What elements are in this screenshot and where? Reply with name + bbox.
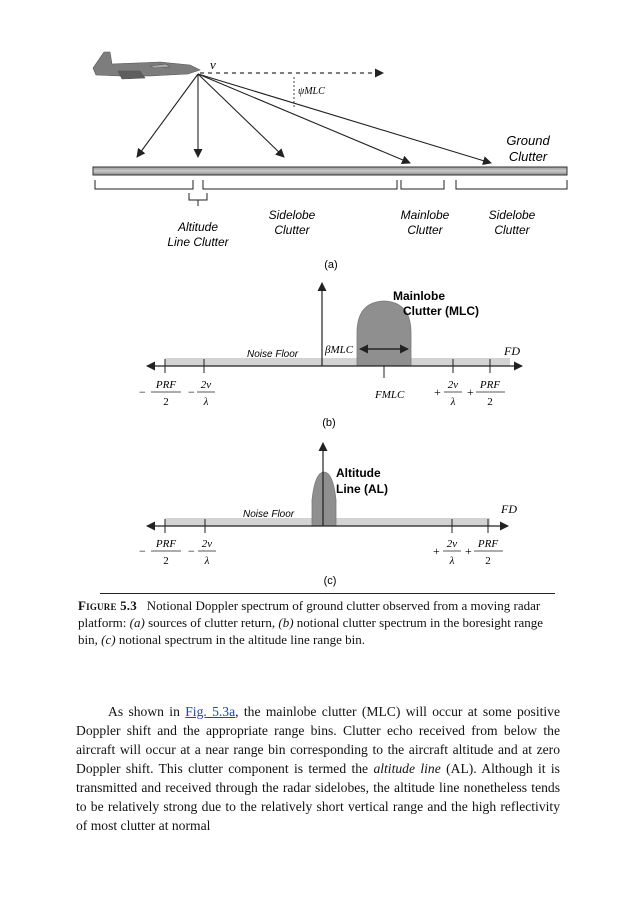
- bracket-altitude: [189, 193, 207, 206]
- caption-rule: [100, 593, 555, 594]
- sidelobe-clutter-right-label-1: Sidelobe: [488, 208, 536, 222]
- pos-prf-num-c: PRF: [477, 538, 499, 550]
- neg-prf-num-c: PRF: [155, 538, 177, 550]
- pos-prf-den-c: 2: [485, 555, 491, 567]
- bracket-mainlobe: [401, 180, 444, 189]
- panel-c-label: (c): [323, 575, 337, 587]
- sidelobe-clutter-right-label-2: Clutter: [494, 223, 530, 237]
- caption-a: (a): [129, 615, 145, 630]
- caption-text-1: Notional Doppler spectrum of ground clutter observed from a moving radar platform:: [78, 598, 541, 630]
- caption-text-4: notional spectrum in the altitude line range bin.: [115, 632, 366, 647]
- ray-sidelobe: [198, 74, 284, 157]
- figure-link[interactable]: Fig. 5.3a: [185, 704, 236, 719]
- neg-prf-den-c: 2: [163, 555, 169, 567]
- pos-prf-sign-b: +: [467, 385, 474, 399]
- altitude-line-clutter-label-2: Line Clutter: [167, 235, 229, 249]
- pos-2v-sign-b: +: [434, 385, 441, 399]
- psi-mlc-label: ψMLC: [298, 86, 325, 97]
- ground-strip: [93, 167, 567, 175]
- fmlc-label: FMLC: [375, 389, 405, 401]
- mainlobe-clutter-label-2: Clutter: [407, 223, 443, 237]
- neg-2v-sign-b: −: [188, 385, 195, 399]
- pos-2v-den-c: λ: [449, 555, 455, 567]
- pos-prf-num-b: PRF: [479, 379, 501, 391]
- bracket-left: [95, 180, 193, 189]
- pos-2v-den-b: λ: [450, 396, 456, 408]
- neg-prf-sign-c: −: [139, 544, 146, 558]
- neg-prf-num-b: PRF: [155, 379, 177, 391]
- bracket-sidelobe-left: [203, 180, 397, 189]
- sidelobe-clutter-left-label-1: Sidelobe: [268, 208, 316, 222]
- caption-text-2: sources of clutter return,: [144, 615, 279, 630]
- mainlobe-clutter-label-1: Mainlobe: [400, 208, 450, 222]
- ground-clutter-label-1: Ground: [506, 133, 550, 148]
- al-label-2: Line (AL): [336, 482, 388, 496]
- mlc-label-1: Mainlobe: [393, 289, 446, 303]
- body-text-1: , the mainlobe clutter (MLC) will occur at some positive Doppler shift and the appropriate range bins. Clutter echo received from below the aircraft will occur at a near range bin corresponding to the aircraft altitude and at zero Doppler shift. This clutter component is termed the: [76, 704, 561, 776]
- body-paragraph: [76, 702, 560, 835]
- pos-2v-num-c: 2v: [446, 538, 458, 550]
- mlc-label-2: Clutter (MLC): [403, 304, 479, 318]
- neg-2v-den-c: λ: [204, 555, 210, 567]
- ray-left: [137, 74, 198, 157]
- sidelobe-clutter-left-label-2: Clutter: [274, 223, 310, 237]
- pos-prf-den-b: 2: [487, 396, 493, 408]
- neg-prf-sign-b: −: [139, 385, 146, 399]
- neg-2v-den-b: λ: [203, 396, 209, 408]
- caption-label: Figure 5.3: [78, 598, 137, 613]
- body-lead: As shown in: [108, 704, 186, 719]
- fd-label-b: FD: [504, 344, 520, 358]
- ground-clutter-label-2: Clutter: [508, 149, 548, 164]
- neg-2v-num-c: 2v: [201, 538, 213, 550]
- ray-far: [198, 74, 491, 163]
- neg-prf-den-b: 2: [163, 396, 169, 408]
- caption-c: (c): [101, 632, 116, 647]
- altitude-line-bump: [312, 472, 336, 526]
- body-text-2: (AL). Although it is transmitted and received through the radar sidelobes, the altitude line nonetheless tends to be relatively strong due to the relatively short vertical range and the high reflectivity of most clutter at normal: [76, 761, 560, 833]
- noise-floor-band: [165, 358, 510, 366]
- panel-b-label: (b): [322, 417, 336, 429]
- altitude-line-term: altitude line: [373, 761, 441, 776]
- figure-caption: [78, 597, 558, 648]
- altitude-line-clutter-label-1: Altitude: [177, 220, 219, 234]
- panel-a: [93, 52, 567, 271]
- bracket-sidelobe-right: [456, 180, 567, 189]
- velocity-label: v: [210, 57, 216, 72]
- noise-floor-label-c: Noise Floor: [243, 509, 295, 520]
- pos-2v-num-b: 2v: [447, 379, 459, 391]
- panel-c: [139, 443, 517, 587]
- noise-floor-label-b: Noise Floor: [247, 349, 299, 360]
- aircraft-icon: [93, 52, 200, 79]
- neg-2v-num-b: 2v: [200, 379, 212, 391]
- fd-label-c: FD: [501, 502, 517, 516]
- panel-b: [139, 283, 522, 429]
- al-label-1: Altitude: [336, 466, 381, 480]
- pos-prf-sign-c: +: [465, 544, 472, 558]
- caption-b: (b): [278, 615, 294, 630]
- beta-mlc-label: βMLC: [325, 344, 354, 356]
- panel-a-label: (a): [324, 259, 338, 271]
- pos-2v-sign-c: +: [433, 544, 440, 558]
- neg-2v-sign-c: −: [188, 544, 195, 558]
- caption-text-3: notional clutter spectrum in the boresight range bin,: [78, 615, 544, 647]
